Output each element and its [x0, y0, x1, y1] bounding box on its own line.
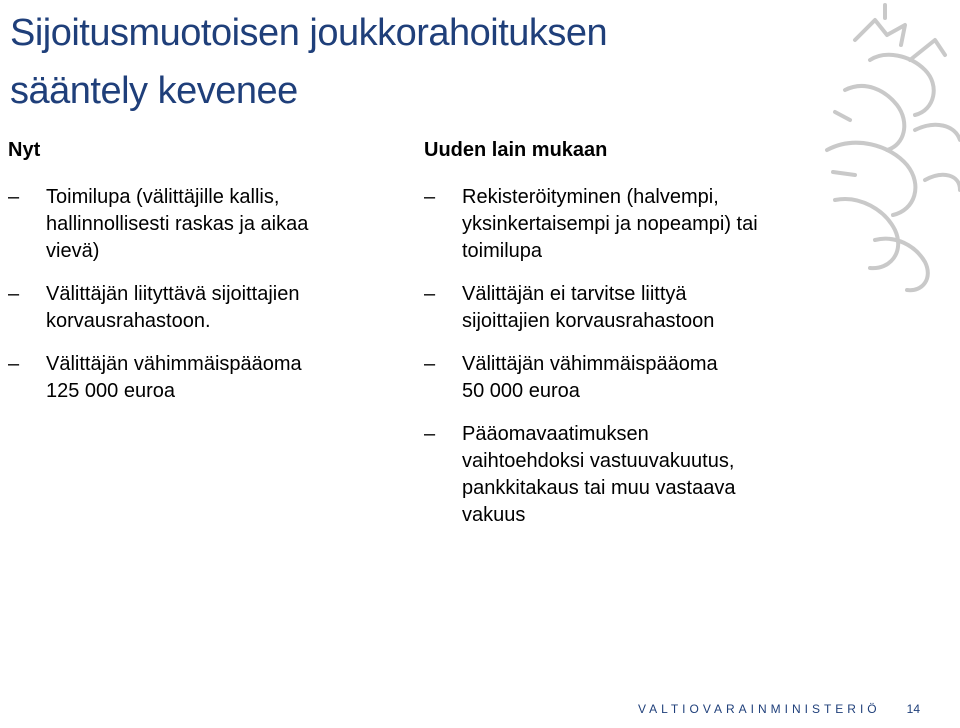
- bullet-list-new-law: [424, 184, 844, 529]
- list-item-text: Rekisteröityminen (halvempi, yksinkertaisempi ja nopeampi) tai toimilupa: [462, 186, 758, 262]
- list-item: [424, 351, 844, 405]
- list-item: [8, 184, 378, 265]
- list-item-text: Välittäjän liityttävä sijoittajien korvausrahastoon.: [46, 283, 300, 332]
- list-item-text: Välittäjän vähimmäispääoma 125 000 euroa: [46, 353, 302, 402]
- list-item: [8, 281, 378, 335]
- dash-bullet-icon: –: [424, 186, 436, 208]
- slide-footer: [638, 702, 920, 716]
- list-item-text: Välittäjän ei tarvitse liittyä sijoittajien korvausrahastoon: [462, 283, 715, 332]
- bullet-list-now: [8, 184, 378, 405]
- dash-bullet-icon: –: [8, 283, 20, 305]
- dash-bullet-icon: –: [424, 353, 436, 375]
- column-heading-new-law: Uuden lain mukaan: [424, 139, 608, 161]
- dash-bullet-icon: –: [424, 423, 436, 445]
- list-item: [424, 421, 844, 529]
- list-item: [424, 184, 844, 265]
- column-heading-now: Nyt: [8, 139, 41, 161]
- list-item-text: Toimilupa (välittäjille kallis, hallinnollisesti raskas ja aikaa vievä): [46, 186, 309, 262]
- dash-bullet-icon: –: [424, 283, 436, 305]
- slide-title: Sijoitusmuotoisen joukkorahoituksen sääntely kevenee: [10, 12, 608, 112]
- dash-bullet-icon: –: [8, 353, 20, 375]
- footer-organization: VALTIOVARAINMINISTERIÖ: [637, 702, 881, 716]
- page-number: 14: [906, 702, 920, 716]
- column-new-law: [424, 136, 844, 545]
- dash-bullet-icon: –: [8, 186, 20, 208]
- list-item-text: Pääomavaatimuksen vaihtoehdoksi vastuuvakuutus, pankkitakaus tai muu vastaava vakuus: [462, 423, 736, 526]
- list-item: [424, 281, 844, 335]
- list-item-text: Välittäjän vähimmäispääoma 50 000 euroa: [462, 353, 718, 402]
- column-now: [8, 136, 378, 421]
- list-item: [8, 351, 378, 405]
